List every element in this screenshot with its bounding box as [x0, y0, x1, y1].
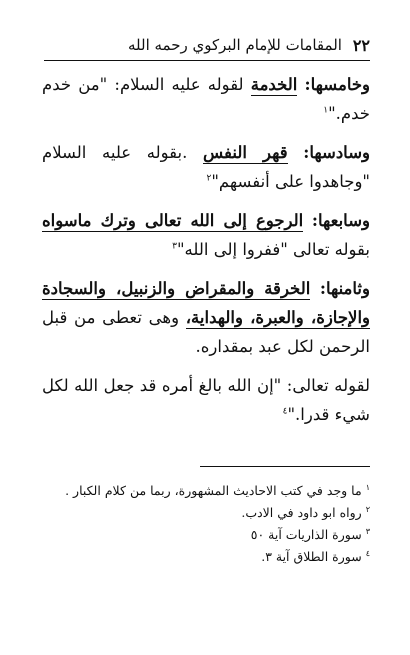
footnotes: [42, 480, 370, 568]
underlined-term: الخدمة: [250, 75, 298, 94]
header-title: المقامات للإمام البركوي رحمه الله: [128, 36, 342, 54]
paragraph-label: وخامسها:: [304, 75, 371, 94]
footnote-ref: ١: [323, 105, 329, 116]
footnote-ref: ٣: [172, 241, 177, 252]
footnote-separator: [200, 466, 370, 467]
paragraph-text: .بقوله عليه السلام "وجاهدوا على أنفسهم": [42, 143, 370, 191]
main-text: [42, 70, 370, 439]
paragraph-eighth: [42, 274, 370, 361]
paragraph-sixth: [42, 138, 370, 196]
paragraph-label: وسابعها:: [311, 211, 371, 230]
footnote-number: ٣: [365, 526, 370, 536]
underlined-term: الرجوع إلى الله تعالى وترك ماسواه: [42, 211, 304, 230]
footnote-text: رواه ابو داود في الادب.: [241, 505, 362, 520]
footnote-number: ٢: [365, 504, 370, 514]
paragraph-fifth: [42, 70, 370, 128]
footnote-ref: ٤: [282, 406, 288, 417]
footnote-text: ما وجد في كتب الاحاديث المشهورة، ربما من كلام الكبار .: [65, 483, 362, 498]
paragraph-text: وهى تعطى من قبل الرحمن لكل عبد بمقداره.: [42, 308, 370, 356]
paragraph-label: وسادسها:: [303, 143, 370, 162]
paragraph-text: لقوله تعالى: "إن الله بالغ أمره قد جعل الله لكل شيء قدرا.": [42, 376, 370, 424]
page-number: ٢٢: [352, 36, 370, 55]
footnote-text: سورة الطلاق آية ٣.: [261, 549, 362, 564]
footnote-item: [42, 546, 370, 568]
footnote-item: [42, 502, 370, 524]
footnote-item: [42, 524, 370, 546]
page-header: [44, 34, 370, 61]
paragraph-label: وثامنها:: [319, 279, 370, 298]
paragraph-quote: [42, 371, 370, 429]
paragraph-text: لقوله عليه السلام: "من خدم خدم.": [42, 75, 370, 123]
underlined-term: قهر النفس: [202, 143, 288, 162]
paragraph-seventh: [42, 206, 370, 264]
footnote-number: ٤: [365, 548, 370, 558]
paragraph-text: بقوله تعالى "ففروا إلى الله": [176, 240, 370, 259]
footnote-text: سورة الذاريات آية ٥٠: [250, 527, 362, 542]
footnote-number: ١: [365, 482, 370, 492]
footnote-ref: ٢: [206, 173, 212, 184]
footnote-item: [42, 480, 370, 502]
underlined-term: الخرقة والمقراض والزنبيل، والسجادة والإجازة، والعبرة، والهداية،: [42, 279, 370, 327]
